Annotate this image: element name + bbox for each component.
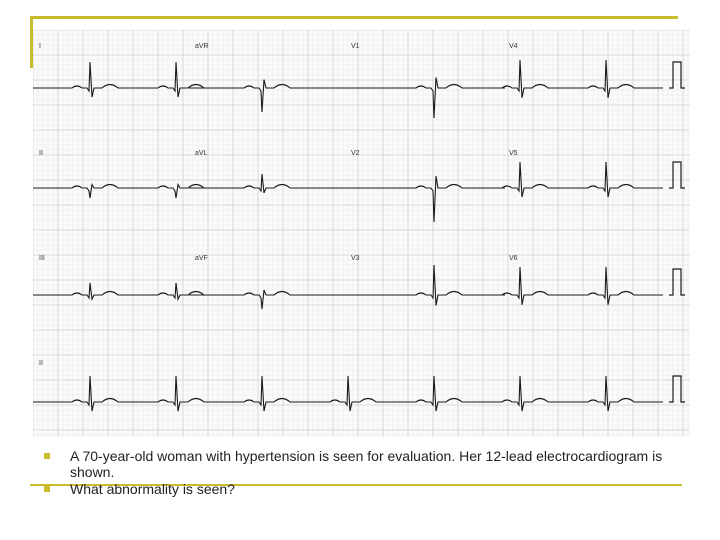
lead-label-aVL: aVL — [195, 150, 208, 157]
lead-label-V6: V6 — [509, 255, 518, 262]
ecg-trace-segment — [502, 162, 663, 197]
lead-label-V4: V4 — [509, 43, 518, 50]
ecg-trace-segment — [502, 60, 663, 98]
lead-label-V1: V1 — [351, 43, 360, 50]
lead-label-III: III — [39, 255, 45, 262]
ecg-tracing — [33, 30, 690, 437]
square-bullet-icon — [44, 453, 50, 459]
top-accent-rule — [30, 16, 678, 19]
lead-label-V5: V5 — [509, 150, 518, 157]
ecg-trace-segment — [33, 62, 204, 97]
ecg-grid — [33, 30, 690, 437]
lead-label-II: II — [39, 150, 43, 157]
ecg-trace-segment — [33, 185, 204, 199]
ecg-trace-segment — [502, 267, 663, 305]
bullet-item — [44, 481, 684, 497]
ecg-trace-segment — [347, 265, 505, 306]
ecg-trace-segment — [33, 283, 204, 299]
lead-label-aVR: aVR — [195, 43, 209, 50]
ecg-image — [33, 30, 690, 437]
bullet-text-case: A 70-year-old woman with hypertension is seen for evaluation. Her 12-lead electrocardiogram is shown. — [70, 448, 663, 480]
lead-label-V3: V3 — [351, 255, 360, 262]
square-bullet-icon — [44, 486, 50, 492]
bullet-item — [44, 448, 684, 480]
lead-label-aVF: aVF — [195, 255, 208, 262]
ecg-traces — [33, 60, 685, 411]
lead-label-V2: V2 — [351, 150, 360, 157]
bullet-list — [44, 448, 684, 497]
lead-label-rhythm: II — [39, 360, 43, 367]
ecg-trace-segment — [347, 78, 505, 119]
lead-label-I: I — [39, 43, 41, 50]
bullet-text-question: What abnormality is seen? — [70, 481, 235, 497]
